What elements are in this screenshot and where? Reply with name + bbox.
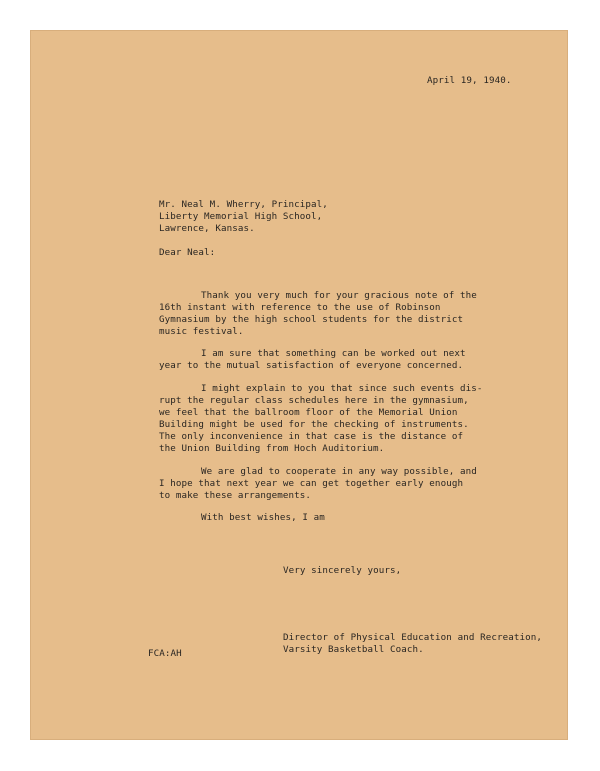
inside-address-line: Mr. Neal M. Wherry, Principal, bbox=[159, 199, 328, 210]
paragraph-line: 16th instant with reference to the use of Robinson bbox=[159, 302, 441, 313]
paragraph-line: The only inconvenience in that case is the distance of bbox=[159, 431, 464, 442]
letter-page bbox=[30, 30, 568, 740]
inside-address-line: Lawrence, Kansas. bbox=[159, 223, 255, 234]
paragraph-line: Thank you very much for your gracious note of the bbox=[201, 290, 477, 301]
complimentary-close: Very sincerely yours, bbox=[283, 565, 402, 576]
paragraph-line: we feel that the ballroom floor of the Memorial Union bbox=[159, 407, 458, 418]
paragraph-line: year to the mutual satisfaction of everyone concerned. bbox=[159, 360, 464, 371]
paragraph-line: to make these arrangements. bbox=[159, 490, 312, 501]
paragraph-line: Building might be used for the checking of instruments. bbox=[159, 419, 469, 430]
best-wishes: With best wishes, I am bbox=[201, 512, 325, 523]
paragraph-line: I might explain to you that since such events dis- bbox=[201, 383, 483, 394]
inside-address-line: Liberty Memorial High School, bbox=[159, 211, 323, 222]
letter-date: April 19, 1940. bbox=[427, 75, 512, 86]
paragraph-line: We are glad to cooperate in any way possible, and bbox=[201, 466, 477, 477]
paragraph-line: I hope that next year we can get together early enough bbox=[159, 478, 464, 489]
signature-title-line: Director of Physical Education and Recreation, bbox=[283, 632, 543, 643]
signature-title-line: Varsity Basketball Coach. bbox=[283, 644, 424, 655]
typist-initials: FCA:AH bbox=[148, 648, 182, 659]
paragraph-line: music festival. bbox=[159, 326, 244, 337]
paragraph-line: Gymnasium by the high school students for the district bbox=[159, 314, 464, 325]
paragraph-line: the Union Building from Hoch Auditorium. bbox=[159, 443, 385, 454]
paragraph-line: rupt the regular class schedules here in the gymnasium, bbox=[159, 395, 469, 406]
salutation: Dear Neal: bbox=[159, 247, 216, 258]
paragraph-line: I am sure that something can be worked out next bbox=[201, 348, 466, 359]
